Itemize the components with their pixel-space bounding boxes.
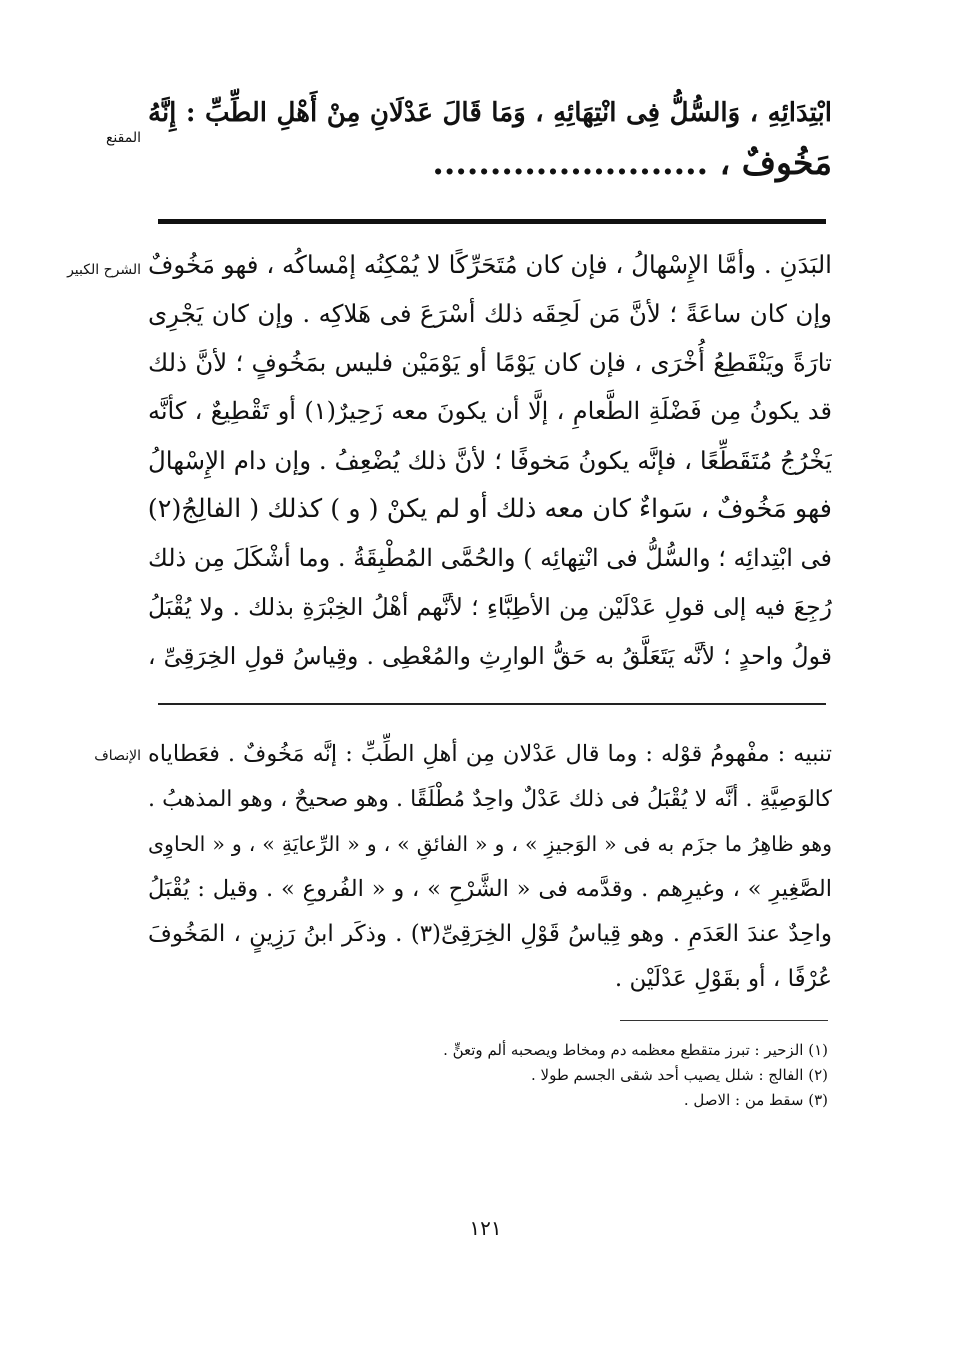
insaf-line: الصَّغِيرِ » ، وغيرِهم . وقدَّمه فى « الشَّرْحِ » ، و « الفُروعِ » . وقيل : يُقْبَلُ (148, 876, 832, 902)
sharh-text (148, 240, 832, 681)
insaf-line: تنبيه : مفْهومُ قوْله : وما قال عَدْلان مِن أهلِ الطِّبِّ : إنَّه مَخُوفٌ . فعَطاياه (148, 741, 832, 767)
footnote: (١) الزحير : تبرز متقطع معظمه دم ومخاط ويصحبه ألم وتعنٍّ . (443, 1041, 828, 1059)
sharh-label: الشرح الكبير (67, 262, 141, 278)
footnote: (٢) الفالج : شلل يصيب أحد شقى الجسم طولا . (531, 1066, 828, 1084)
page-number: ١٢١ (469, 1216, 502, 1240)
sharh-line: قولُ واحدٍ ؛ لأنَّه يَتَعَلَّقُ به حَقُّ الوارِثِ والمُعْطِى . وقِياسُ قولِ الخِرَقِىِّ ، (148, 642, 832, 670)
insaf-label: الإنصاف (94, 748, 141, 764)
muqni-label: المقنع (105, 130, 141, 146)
insaf-line: وهو ظاهِرُ ما جزَم به فى « الوَجيزِ » ، و « الفائقِ » ، و « الرِّعايَةِ » ، و « الحاوِى (148, 832, 832, 856)
muqni-line: مَخُوفٌ ، ........................ (432, 143, 832, 182)
sharh-line: يَخْرُجُ مُتَقَطِّعًا ، فإنَّه يكونُ مَخوفًا ؛ لأنَّ ذلك يُضْعِفُ . وإن دام الإِسْهالُ (148, 446, 832, 475)
sharh-line: وإن كان ساعَةً ؛ لأنَّ مَن لَحِقَه ذلك أسْرَعَ فى هَلاكِه . وإن كان يَجْرِى (148, 299, 832, 328)
sharh-line: فهو مَخُوفٌ ، سَواءٌ كان معه ذلك أو لم يكنْ ( و ) كذلك ( الفالِجُ(٢) (148, 494, 832, 524)
sharh-line: البَدَنِ . وأمَّا الإِسْهالُ ، فإن كان مُتَحَرِّكًا لا يُمْكِنُه إمْساكُه ، فهو مَخُوفٌ (148, 250, 832, 279)
sharh-line: قد يكونُ مِن فَضْلَةِ الطَّعامِ ، إلَّا أن يكونَ معه زَحِيرٌ(١) أو تَقْطِيعٌ ، كأنَّه (148, 397, 832, 425)
insaf-text (148, 732, 832, 1002)
muqni-text (148, 88, 832, 188)
muqni-line: ابْتِدَائِهِ ، وَالسُّلُّ فِى انْتِهَائِهِ ، وَمَا قَالَ عَدْلَانِ مِنْ أَهْلِ الطِّبِّ : إِنَّهُ (148, 98, 832, 128)
sharh-line: فى ابْتِدائِه ؛ والسُّلُّ فى انْتِهائِه ) والحُمَّى المُطْبِقَةُ . وما أشْكَلَ مِن ذلك (148, 544, 832, 572)
section-divider-thin (158, 703, 826, 705)
footnote: (٣) سقط من : الاصل . (683, 1091, 828, 1109)
sharh-line: رُجِعَ فيه إلى قولِ عَدْلَيْن مِن الأطِبَّاءِ ؛ لأنَّهم أهْلُ الخِبْرَةِ بذلك . ولا يُقْبَلُ (148, 593, 832, 621)
footnotes (380, 1038, 828, 1113)
insaf-line: عُرْفًا ، أو بقَوْلِ عَدْلَيْن . (614, 966, 832, 992)
footnote-divider (620, 1020, 828, 1021)
insaf-line: كالوَصِيَّةِ . أنَّه لا يُقْبَلُ فى ذلك عَدْلٌ واحِدٌ مُطْلَقًا . وهو صحيحٌ ، وهو المذهبُ . (148, 787, 832, 812)
sharh-line: تارَةً ويَنْقَطِعُ أُخْرَى ، فإن كان يَوْمًا أو يَوْمَيْن فليس بمَخُوفٍ ؛ لأنَّ ذلك (148, 348, 832, 377)
section-divider-thick (158, 219, 826, 224)
insaf-line: واحِدٌ عندَ العَدَمِ . وهو قِياسُ قَوْلِ الخِرَقِىِّ(٣) . وذكَر ابنُ رَزِينٍ ، المَخُوفَ (148, 921, 832, 947)
